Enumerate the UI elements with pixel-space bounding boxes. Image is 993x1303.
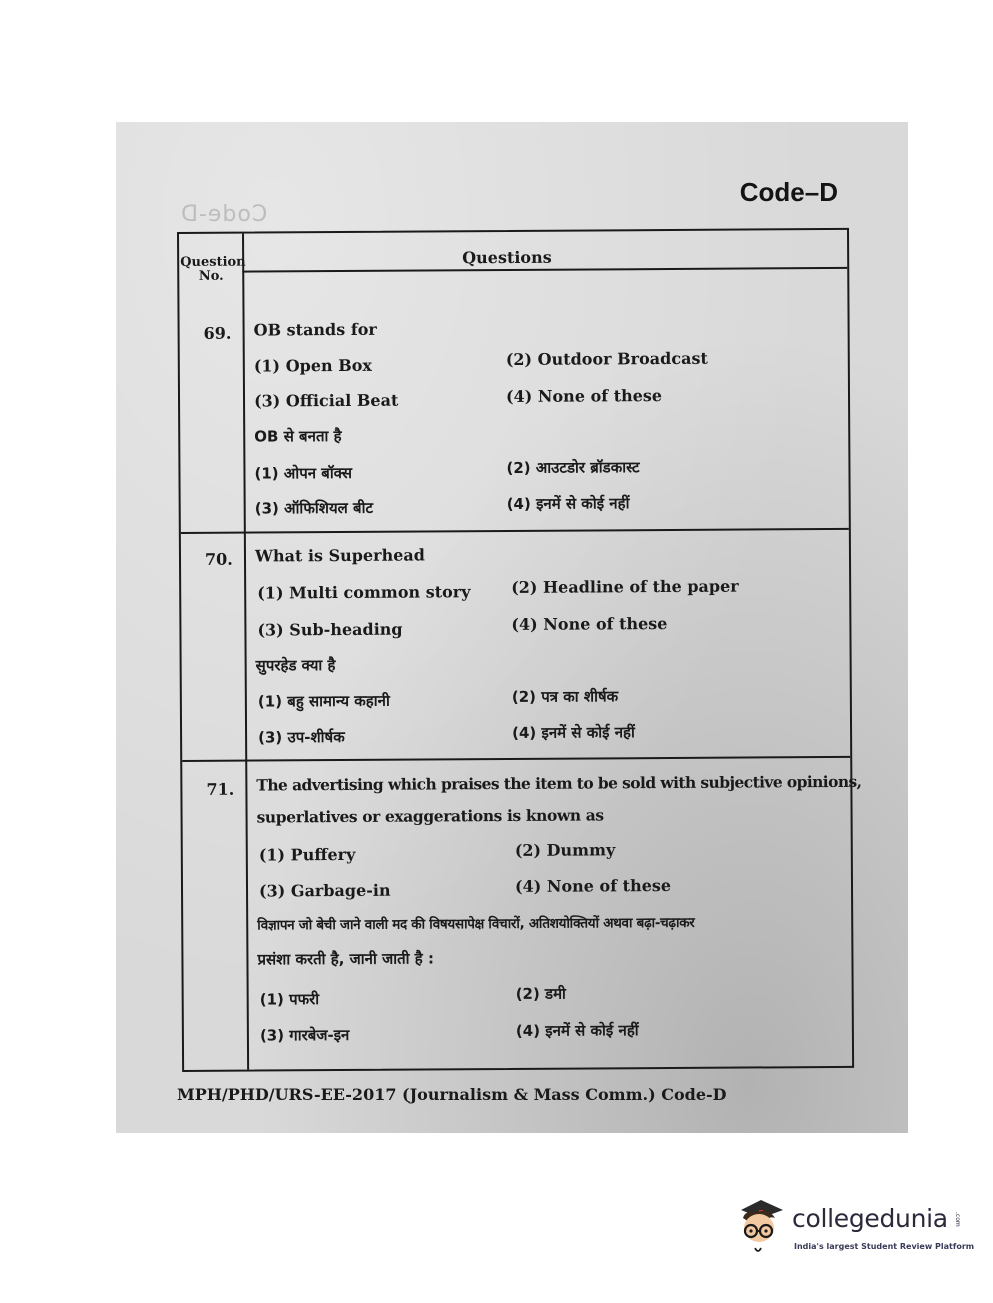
logo-tagline: India's largest Student Review Platform: [794, 1242, 975, 1251]
question-number: 71.: [206, 779, 235, 799]
option-en: (3) Sub-heading: [257, 619, 403, 640]
option-en: (2) Headline of the paper: [511, 576, 739, 597]
option-en: (4) None of these: [511, 614, 668, 634]
paper-code: Code–D: [739, 177, 838, 207]
exam-page-photo: [116, 122, 908, 1133]
option-en: (1) Multi common story: [257, 582, 471, 603]
option-hi: (4) इनमें से कोई नहीं: [515, 1021, 639, 1040]
question-stem-hi: OB से बनता है: [254, 426, 342, 446]
question-stem-hi: सुपरहेड क्या है: [255, 656, 336, 675]
option-en: (4) None of these: [505, 386, 663, 406]
collegedunia-logo: [735, 1196, 975, 1266]
column-header-question-no: Question No.: [180, 254, 246, 284]
bleed-through-text: Code-D: [180, 202, 268, 227]
option-hi: (4) इनमें से कोई नहीं: [512, 723, 635, 742]
option-en: (2) Dummy: [514, 840, 616, 860]
option-hi: (2) आउटडोर ब्रॉडकास्ट: [506, 458, 640, 477]
option-en: (1) Open Box: [253, 355, 372, 376]
question-stem-en-line2: superlatives or exaggerations is known as: [256, 805, 604, 827]
questions-table: [177, 228, 862, 1072]
row-divider: [182, 756, 850, 762]
option-hi: (3) उप-शीर्षक: [258, 727, 345, 747]
mascot-icon: [735, 1196, 791, 1254]
option-hi: (2) पत्र का शीर्षक: [511, 687, 619, 706]
option-hi: (4) इनमें से कोई नहीं: [506, 494, 630, 513]
column-header-questions: Questions: [462, 247, 552, 268]
option-en: (2) Outdoor Broadcast: [505, 348, 708, 369]
question-stem-en-line1: The advertising which praises the item to be sold with subjective opinions,: [256, 771, 862, 795]
option-en: (3) Garbage-in: [258, 880, 391, 901]
option-en: (4) None of these: [514, 875, 672, 896]
option-hi: (1) बहु सामान्य कहानी: [257, 691, 390, 711]
question-stem-en: OB stands for: [253, 319, 377, 340]
option-hi: (1) पफरी: [259, 990, 320, 1009]
option-hi: (3) गारबेज-इन: [259, 1025, 350, 1045]
question-number: 69.: [203, 323, 232, 343]
header-divider: [242, 267, 847, 273]
column-divider: [242, 234, 249, 1070]
page-footer: MPH/PHD/URS-EE-2017 (Journalism & Mass Comm.) Code-D: [177, 1085, 727, 1104]
option-hi: (2) डमी: [515, 984, 566, 1003]
logo-domain-suffix: .com: [954, 1212, 961, 1227]
logo-wordmark: collegedunia: [792, 1204, 948, 1233]
question-number: 70.: [204, 549, 233, 569]
option-hi: (3) ऑफिशियल बीट: [254, 498, 374, 518]
question-stem-hi-line2: प्रसंशा करती है, जानी जाती है :: [257, 949, 434, 969]
option-en: (3) Official Beat: [253, 390, 399, 411]
question-stem-en: What is Superhead: [254, 545, 425, 566]
option-hi: (1) ओपन बॉक्स: [254, 463, 352, 483]
row-divider: [181, 528, 849, 534]
question-stem-hi-line1: विज्ञापन जो बेची जाने वाली मद की विषयसापेक्ष विचारों, अतिशयोक्तियों अथवा बढ़ा-चढ़ाकर: [257, 914, 695, 934]
option-en: (1) Puffery: [258, 844, 356, 865]
